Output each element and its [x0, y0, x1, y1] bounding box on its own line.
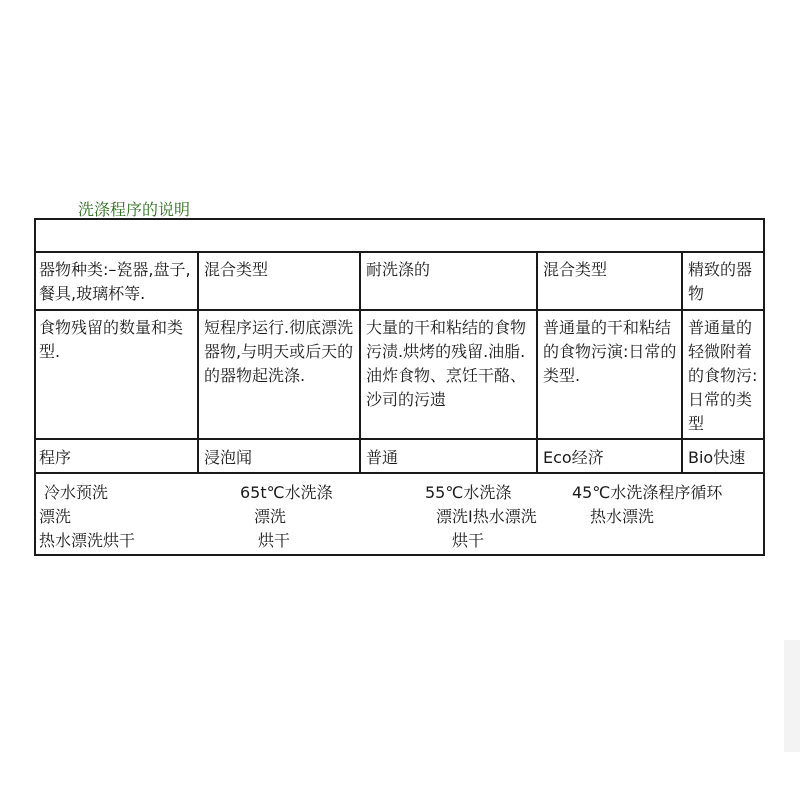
page-title: 洗涤程序的说明	[78, 200, 191, 219]
category-cell-4: 混合类型	[543, 260, 608, 279]
column-divider	[197, 251, 199, 474]
cycle-3-step-2: 漂洗I热水漂洗	[436, 507, 537, 526]
row-divider	[36, 251, 763, 253]
column-divider	[536, 251, 538, 474]
program-cell-2: 浸泡闻	[204, 448, 253, 467]
program-cell-3: 普通	[366, 448, 399, 467]
column-divider	[359, 251, 361, 474]
cycle-2-step-2: 漂洗	[254, 507, 287, 526]
column-divider	[681, 251, 683, 474]
category-cell-5: 精致的器物	[688, 260, 753, 303]
program-cell-1: 程序	[39, 448, 72, 467]
soil-cell-4: 普通量的干和粘结的食物污演:日常的类型.	[543, 318, 677, 385]
page-edge-shadow	[784, 640, 800, 752]
category-cell-2: 混合类型	[204, 260, 269, 279]
cycle-3-step-3: 烘干	[452, 531, 485, 550]
cycle-1-step-2: 漂洗	[39, 507, 72, 526]
program-cell-4: Eco经济	[543, 448, 604, 467]
cycle-4-step-2: 热水漂洗	[590, 507, 655, 526]
cycle-2-step-3: 烘干	[258, 531, 291, 550]
category-cell-3: 耐洗涤的	[366, 260, 431, 279]
row-divider	[36, 438, 763, 440]
cycle-1-step-3: 热水漂洗烘干	[39, 531, 136, 550]
cycle-2-step-1: 65t℃水洗涤	[240, 483, 333, 502]
row-divider	[36, 472, 763, 474]
soil-cell-2: 短程序运行.彻底漂洗器物,与明天或后天的的器物起洗涤.	[204, 318, 354, 385]
soil-cell-1: 食物残留的数量和类型.	[39, 318, 184, 361]
soil-cell-5: 普通量的轻微附着的食物污:日常的类型	[688, 318, 758, 433]
program-cell-5: Bio快速	[688, 448, 746, 467]
program-table	[34, 218, 765, 556]
category-cell-1: 器物种类:–瓷器,盘子,餐具,玻璃杯等.	[39, 260, 191, 303]
cycle-1-step-1: 冷水预洗	[44, 483, 109, 502]
cycle-3-step-1: 55℃水洗涤	[425, 483, 512, 502]
cycle-4-step-1: 45℃水洗涤程序循环	[572, 483, 723, 502]
soil-cell-3: 大量的干和粘结的食物污渍.烘烤的残留.油脂.油炸食物、烹饪干酪、沙司的污遗	[366, 318, 527, 409]
